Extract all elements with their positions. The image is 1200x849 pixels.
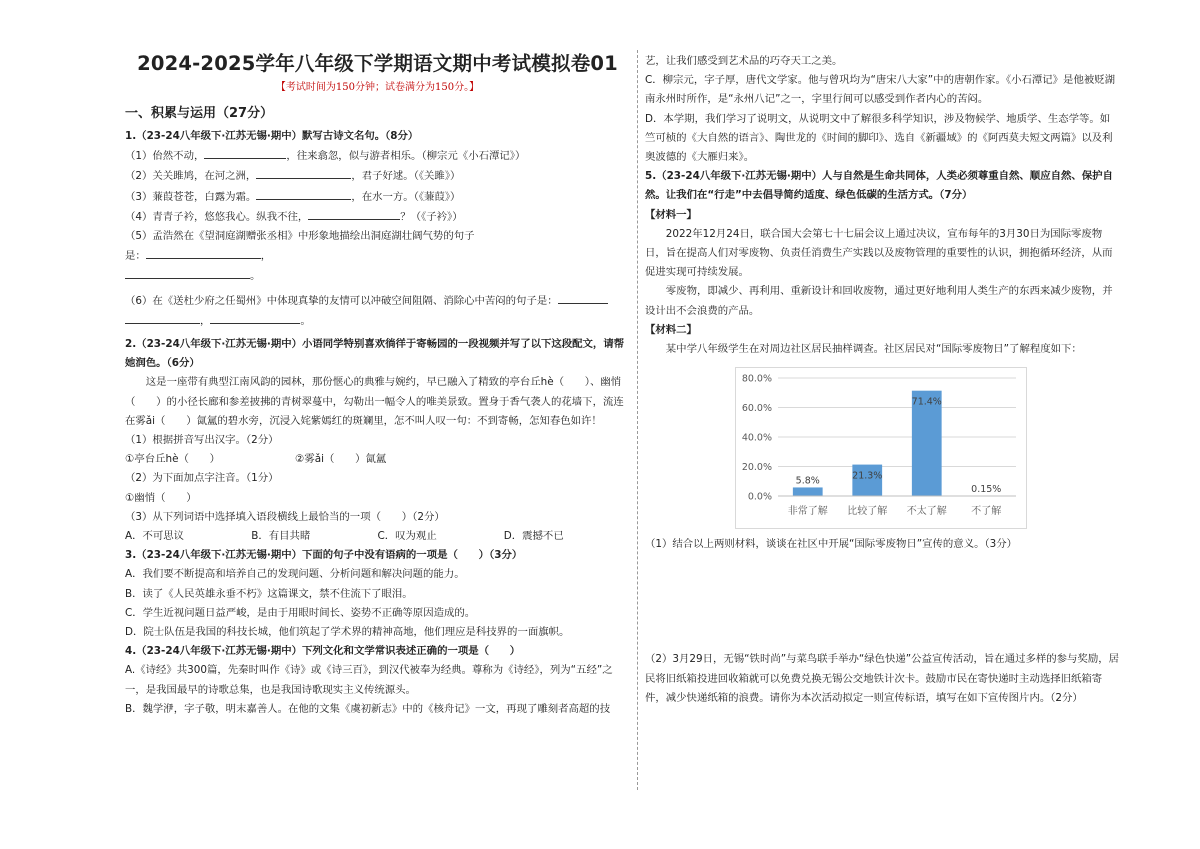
answer-blank[interactable] bbox=[256, 187, 351, 200]
question-4-option-d[interactable]: D．本学期，我们学习了说明文，从说明文中了解很多科学知识，涉及物候学、地质学、生态学等。如竺可桢的《大自然的语言》、陶世龙的《时间的脚印》、选自《新疆域》的《阿西莫夫短文两篇》以及利奥波德的《大雁归来》。 bbox=[645, 112, 1113, 164]
option-c[interactable]: C．叹为观止 bbox=[377, 530, 437, 543]
question-3-option-b[interactable]: B．读了《人民英雄永垂不朽》这篇课文，禁不住流下了眼泪。 bbox=[125, 587, 413, 600]
question-3-option-c[interactable]: C．学生近视问题日益严峻，是由于用眼时间长、姿势不正确等原因造成的。 bbox=[125, 606, 476, 619]
question-1-item-1: （1）佁然不动， ，往来翕忽，似与游者相乐。（柳宗元《小石潭记》） bbox=[125, 146, 630, 166]
answer-blank[interactable] bbox=[256, 166, 351, 179]
data-label: 0.15% bbox=[971, 484, 1002, 496]
data-label: 5.8% bbox=[795, 475, 820, 487]
answer-blank[interactable] bbox=[204, 146, 286, 159]
question-1-item-4: （4）青青子衿，悠悠我心。纵我不往， ？（《子衿》） bbox=[125, 207, 630, 227]
question-2-sub-3: （3）从下列词语中选择填入语段横线上最恰当的一项（ ）（2分） bbox=[125, 510, 445, 523]
awareness-bar-chart bbox=[735, 367, 1027, 529]
question-3-option-a[interactable]: A．我们要不断提高和培养自己的发现问题、分析问题和解决问题的能力。 bbox=[125, 568, 465, 581]
answer-blank[interactable] bbox=[210, 311, 300, 324]
question-1-heading: 1.（23-24八年级下·江苏无锡·期中）默写古诗文名句。（8分） bbox=[125, 130, 419, 142]
question-1-item-5: （5）孟浩然在《望洞庭湖赠张丞相》中形象地描绘出洞庭湖壮阔气势的句子 bbox=[125, 230, 475, 243]
x-tick-label: 比较了解 bbox=[847, 506, 888, 518]
data-label: 21.3% bbox=[852, 470, 883, 482]
question-3-heading: 3.（23-24八年级下·江苏无锡·期中）下面的句子中没有语病的一项是（ ）（3分） bbox=[125, 549, 523, 562]
question-1-item-3: （3）蒹葭苍苍，白露为霜。 ，在水一方。（《蒹葭》） bbox=[125, 187, 630, 207]
y-tick-label: 20.0% bbox=[741, 462, 772, 474]
data-label: 71.4% bbox=[911, 396, 942, 408]
question-2-options bbox=[125, 527, 630, 546]
left-column bbox=[125, 100, 630, 719]
y-tick-label: 60.0% bbox=[741, 403, 772, 415]
question-2-sub-2: （2）为下面加点字注音。（1分） bbox=[125, 472, 279, 485]
question-1-item-6-answer: ， 。 bbox=[125, 311, 630, 331]
question-4-heading: 4.（23-24八年级下·江苏无锡·期中）下列文化和文学常识表述正确的一项是（ ） bbox=[125, 645, 521, 658]
question-2-passage: 这是一座带有典型江南风韵的园林，那份惬心的典雅与婉约，早已融入了精致的亭台丘hè（ ）、幽悄（ ）的小径长廊和参差披拂的青树翠蔓中，勾勒出一幅令人的唯美景致。置身于香气袭人的花墙下，流连在雾ǎi（ ）氤氲的碧水旁，沉浸入姹紫嫣红的斑斓里，怎不叫人叹一句：不到寄畅，怎知春色如许！ bbox=[125, 376, 624, 427]
question-4-option-b-continued: 艺，让我们感受到艺术品的巧夺天工之美。 bbox=[645, 55, 843, 67]
question-4-option-a[interactable]: A.《诗经》共300篇，先秦时叫作《诗》或《诗三百》，到汉代被奉为经典。尊称为《诗经》，列为“五经”之一，是我国最早的诗歌总集，也是我国诗歌现实主义传统源头。 bbox=[125, 664, 613, 696]
option-d[interactable]: D．震撼不已 bbox=[503, 530, 564, 543]
exam-note: 【考试时间为150分钟；试卷满分为150分。】 bbox=[275, 82, 480, 93]
question-1-item-6: （6）在《送杜少府之任蜀州》中体现真挚的友情可以冲破空间阻隔、消除心中苦闷的句子是： bbox=[125, 291, 630, 311]
x-tick-label: 不了解 bbox=[971, 506, 1002, 518]
answer-blank[interactable] bbox=[146, 246, 261, 259]
option-a[interactable]: A．不可思议 bbox=[125, 530, 185, 543]
answer-blank[interactable] bbox=[125, 266, 250, 279]
material-1-text-1: 2022年12月24日，联合国大会第七十七届会议上通过决议，宣布每年的3月30日为国际零废物日，旨在提高人们对零废物、负责任消费生产实践以及废物管理的重要性的认识，拥抱循环经济，从而促进实现可持续发展。 bbox=[645, 227, 1113, 279]
x-tick-label: 不太了解 bbox=[906, 506, 947, 518]
material-1-text-2: 零废物，即减少、再利用、重新设计和回收废物，通过更好地利用人类生产的东西来减少废物，并设计出不会浪费的产品。 bbox=[645, 285, 1113, 317]
answer-blank[interactable] bbox=[125, 311, 200, 324]
material-1-label: 【材料一】 bbox=[645, 208, 697, 221]
question-2-sub-2-item: ①幽悄（ ） bbox=[125, 491, 197, 504]
y-tick-label: 0.0% bbox=[747, 491, 772, 503]
answer-space[interactable] bbox=[645, 554, 1120, 650]
chart-bar bbox=[793, 488, 823, 497]
page-title: 2024-2025学年八年级下学期语文期中考试模拟卷01 bbox=[137, 52, 618, 75]
question-5-heading: 5.（23-24八年级下·江苏无锡·期中）人与自然是生命共同体，人类必须尊重自然、顺应自然、保护自然。让我们在“行走”中去倡导简约适度、绿色低碳的生活方式。（7分） bbox=[645, 170, 1113, 202]
x-tick-label: 非常了解 bbox=[787, 506, 828, 518]
question-3-option-d[interactable]: D．院士队伍是我国的科技长城，他们筑起了学术界的精神高地，他们理应是科技界的一面旗帜。 bbox=[125, 626, 570, 639]
question-4-option-c[interactable]: C．柳宗元，字子厚，唐代文学家。他与曾巩均为“唐宋八大家”中的唐朝作家。《小石潭记》是他被贬湖南永州时所作，是“永州八记”之一，字里行间可以感受到作者内心的苦闷。 bbox=[645, 74, 1116, 106]
question-1-item-5-answer-2: 。 bbox=[125, 266, 630, 286]
answer-blank[interactable] bbox=[308, 207, 400, 220]
option-b[interactable]: B．有目共睹 bbox=[251, 530, 311, 543]
question-4-option-b[interactable]: B．魏学洢，字子敬，明末嘉善人。在他的文集《虞初新志》中的《核舟记》一文，再现了雕刻者高超的技 bbox=[125, 702, 611, 715]
question-2-sub-1-items: ①亭台丘hè（ ） ②雾ǎi（ ）氤氲 bbox=[125, 453, 387, 466]
chart-svg bbox=[736, 368, 1026, 528]
right-column bbox=[645, 52, 1120, 708]
question-2-sub-1: （1）根据拼音写出汉字。（2分） bbox=[125, 434, 279, 447]
column-divider bbox=[637, 50, 638, 790]
question-1-item-2: （2）关关雎鸠，在河之洲， ，君子好逑。（《关雎》） bbox=[125, 166, 630, 186]
material-2-label: 【材料二】 bbox=[645, 323, 697, 336]
material-2-text: 某中学八年级学生在对周边社区居民抽样调查。社区居民对“国际零废物日”了解程度如下： bbox=[665, 343, 1082, 356]
answer-blank[interactable] bbox=[558, 291, 608, 304]
question-2-heading: 2.（23-24八年级下·江苏无锡·期中）小语同学特别喜欢徜徉于寄畅园的一段视频并写了以下这段配文，请帮她润色。（6分） bbox=[125, 338, 625, 370]
question-1-item-5-answer: 是： ， bbox=[125, 246, 630, 266]
question-5-sub-2: （2）3月29日，无锡“铁时尚”与菜鸟联手举办“绿色快递”公益宣传活动，旨在通过多样的参与奖励，居民将旧纸箱投进回收箱就可以免费兑换无锡公交地铁计次卡。鼓励市民在寄快递时主动选择旧纸箱寄件，减少快递纸箱的浪费。请你为本次活动拟定一则宣传标语，填写在如下宣传图片内。（2分） bbox=[645, 653, 1119, 704]
question-5-sub-1: （1）结合以上两则材料，谈谈在社区中开展“国际零废物日”宣传的意义。（3分） bbox=[645, 538, 1018, 551]
section-heading: 一、积累与运用（27分） bbox=[125, 106, 274, 121]
y-tick-label: 80.0% bbox=[741, 373, 772, 385]
y-tick-label: 40.0% bbox=[741, 432, 772, 444]
